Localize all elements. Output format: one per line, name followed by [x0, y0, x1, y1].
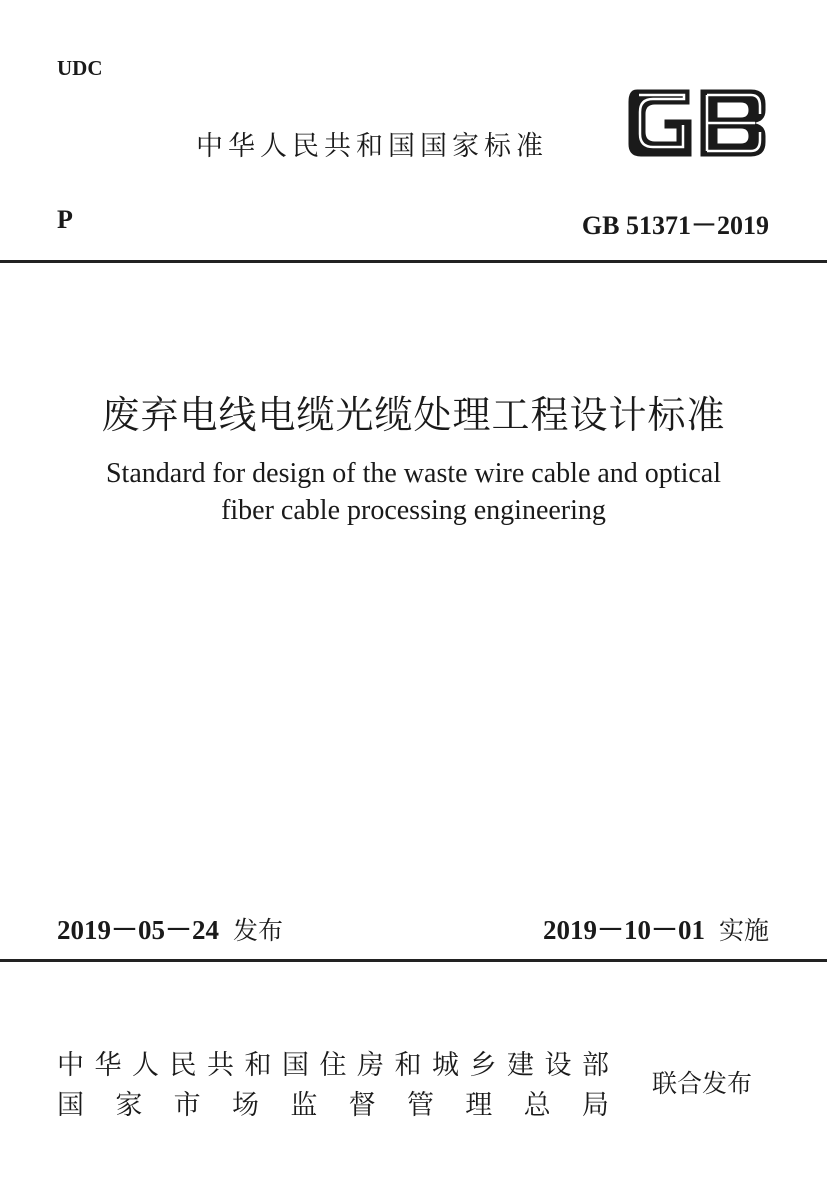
- issuer-char: 建: [507, 1050, 534, 1081]
- issuer-char: 理: [465, 1090, 493, 1121]
- title-chinese: 废弃电线电缆光缆处理工程设计标准: [101, 393, 726, 437]
- issuer-char: 国: [282, 1050, 309, 1081]
- issuer-char: 人: [132, 1050, 159, 1081]
- issuer-line-1: [57, 1043, 609, 1079]
- joint-issue-label: 联合发布: [652, 1069, 753, 1098]
- issue-label: 发布: [233, 916, 284, 945]
- title-english: [30, 455, 797, 529]
- classification-code: P: [57, 205, 73, 234]
- issue-date: 2019－05－24: [57, 915, 219, 945]
- issuer-char: 中: [57, 1050, 84, 1081]
- issuer-char: 总: [523, 1090, 551, 1121]
- issuer-char: 局: [581, 1090, 609, 1121]
- issuer-char: 民: [169, 1050, 197, 1081]
- issuer-char: 部: [582, 1050, 609, 1081]
- national-standard-heading: 中华人民共和国国家标准: [196, 131, 548, 162]
- issuer-char: 住: [319, 1050, 347, 1081]
- title-english-line-1: Standard for design of the waste wire cable and optical: [105, 458, 721, 489]
- issuer-char: 和: [244, 1050, 272, 1081]
- issuer-char: 和: [394, 1050, 422, 1081]
- issuer-char: 华: [94, 1050, 122, 1081]
- issuer-char: 监: [290, 1090, 318, 1121]
- issuer-char: 共: [207, 1050, 234, 1081]
- implementation-label: 实施: [718, 916, 769, 945]
- issuer-char: 场: [231, 1090, 259, 1121]
- gb-logo: [623, 84, 771, 162]
- issuer-char: 管: [406, 1090, 434, 1121]
- issuer-char: 督: [348, 1090, 376, 1121]
- issuer-char: 城: [432, 1050, 459, 1081]
- udc-label: UDC: [57, 56, 103, 80]
- issuer-char: 市: [173, 1090, 201, 1121]
- issuer-line-2: [57, 1083, 609, 1119]
- issuer-char: 乡: [469, 1050, 497, 1081]
- issuer-char: 家: [115, 1090, 143, 1121]
- bottom-divider: [0, 959, 827, 962]
- issue-date-line: [57, 908, 283, 947]
- implementation-date: 2019－10－01: [542, 915, 705, 945]
- issuer-char: 设: [544, 1050, 572, 1081]
- issuer-char: 国: [57, 1090, 84, 1121]
- issuer-char: 房: [357, 1050, 384, 1081]
- implementation-date-line: [543, 908, 769, 947]
- title-english-line-2: fiber cable processing engineering: [221, 495, 606, 526]
- standard-number: GB 51371－2019: [581, 211, 769, 240]
- top-divider: [0, 260, 827, 263]
